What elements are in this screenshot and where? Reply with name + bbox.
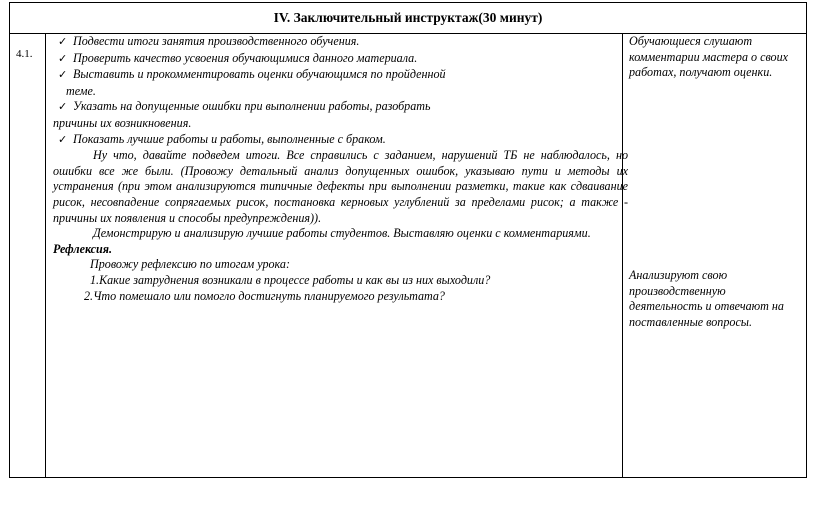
student-actions-bottom: Анализируют свою производственную деятельность и отвечают на поставленные вопросы. bbox=[629, 268, 784, 329]
demonstration-paragraph: Демонстрирую и анализирую лучшие работы студентов. Выставляю оценки с комментариями. bbox=[93, 226, 591, 241]
lesson-plan-table bbox=[9, 2, 807, 478]
reflection-question: 2.Что помешало или помогло достигнуть планируемого результата? bbox=[84, 288, 445, 303]
checkmark-icon: ✓ bbox=[58, 52, 68, 65]
checklist-item: ✓ Показать лучшие работы и работы, выполненные с браком. bbox=[50, 132, 628, 149]
checkmark-icon: ✓ bbox=[58, 101, 68, 114]
checklist-item: ✓ Выставить и прокомментировать оценки обучающимся по пройденной bbox=[50, 67, 628, 84]
checkmark-icon: ✓ bbox=[58, 36, 68, 48]
section-title: IV. Заключительный инструктаж(30 минут) bbox=[10, 3, 806, 34]
reflection-heading: Рефлексия. bbox=[53, 241, 112, 256]
column-divider bbox=[45, 33, 46, 477]
checkmark-icon: ✓ bbox=[58, 69, 68, 82]
checklist-item: ✓ Подвести итоги занятия производственного обучения. bbox=[50, 34, 628, 51]
instructor-actions bbox=[50, 34, 628, 304]
reflection-intro: Провожу рефлексию по итогам урока: bbox=[90, 257, 290, 272]
reflection-question: 1.Какие затруднения возникали в процессе работы и как вы из них выходили? bbox=[90, 272, 491, 287]
row-number: 4.1. bbox=[16, 48, 33, 60]
checkmark-icon: ✓ bbox=[58, 133, 68, 146]
student-actions-top: Обучающиеся слушают комментарии мастера о своих работах, получают оценки. bbox=[629, 34, 789, 80]
checklist-item-continuation: теме. bbox=[66, 83, 96, 98]
checklist-item: ✓ Проверить качество усвоения обучающимися данного материала. bbox=[50, 51, 628, 68]
summary-paragraph: Ну что, давайте подведем итоги. Все справились с заданием, нарушений ТБ не наблюдалось, но ошибки все же были. (Провожу детальный анализ допущенных ошибок, указываю пути и методы их устранения (при этом анализируются типичные дефекты при выполнении разметки, такие как сдваивание рисок, несовпадение сопрягаемых рисок, постановка керновых углублений за пределами рисок; а также - причины их появления и способы предупреждения)). bbox=[53, 148, 628, 225]
checklist-item: ✓ Указать на допущенные ошибки при выполнении работы, разобрать bbox=[50, 99, 628, 116]
checklist-item-continuation: причины их возникновения. bbox=[53, 115, 192, 130]
